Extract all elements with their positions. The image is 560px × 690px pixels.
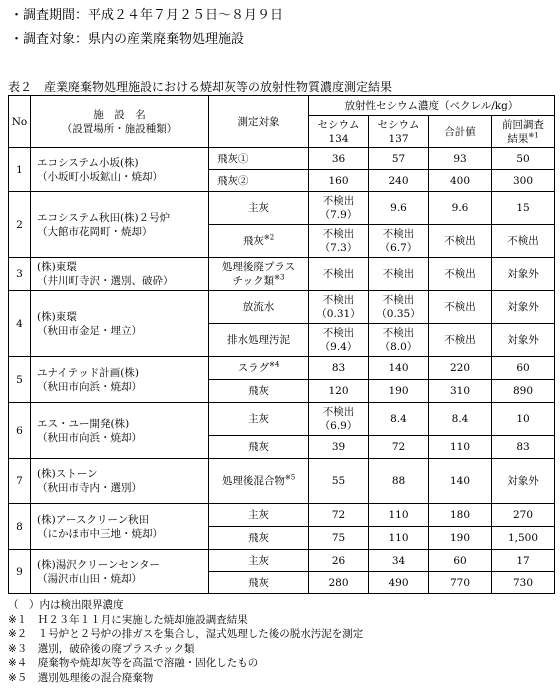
facility-location: （秋田市向浜・焼却） [37, 431, 142, 444]
total-cell: 220 [429, 357, 492, 380]
total-cell: 不検出 [429, 324, 492, 357]
cs134-cell [309, 291, 369, 324]
target-label: スラグ [237, 362, 270, 374]
facility-cell [31, 459, 209, 504]
previous-cell: 50 [492, 148, 555, 170]
target-note: ※2 [263, 233, 275, 242]
table-row [9, 459, 555, 504]
facility-location: （大館市花岡町・焼却） [37, 225, 153, 238]
cs134-cell [309, 192, 369, 225]
previous-cell: 60 [492, 357, 555, 380]
cs134-cell: 75 [309, 527, 369, 550]
table-row [9, 504, 555, 527]
facility-location: （井川町寺沢・選別、破砕） [37, 275, 174, 287]
row-no: 5 [9, 357, 31, 403]
facility-cell [31, 504, 209, 550]
previous-cell: 890 [492, 380, 555, 403]
header-total: 合計値 [429, 116, 492, 148]
previous-cell: 対象外 [492, 324, 555, 357]
row-no: 4 [9, 291, 31, 357]
cs134-limit: （7.9） [319, 209, 358, 221]
facility-name: エコシステム秋田(株)２号炉 [37, 211, 171, 224]
cs134-value: 不検出 [322, 195, 355, 207]
total-cell: 400 [429, 170, 492, 192]
previous-cell: 17 [492, 550, 555, 572]
cs137-cell: 240 [369, 170, 429, 192]
target-cell: 主灰 [209, 403, 309, 436]
table-row [9, 192, 555, 225]
cs137-cell: 190 [369, 380, 429, 403]
target-cell: 放流水 [209, 291, 309, 324]
table-row [9, 403, 555, 436]
header-target: 測定対象 [209, 96, 309, 148]
header-facility-sub: （設置場所・施設種類） [61, 122, 178, 135]
table-caption: 表２ 産業廃棄物処理施設における焼却灰等の放射性物質濃度測定結果 [8, 80, 393, 94]
facility-cell [31, 357, 209, 403]
previous-cell: 15 [492, 192, 555, 225]
previous-cell: 10 [492, 403, 555, 436]
footnote: ※３ 選別，破砕後の廃プラスチック類 [8, 642, 195, 655]
row-no: 2 [9, 192, 31, 258]
facility-cell [31, 550, 209, 594]
facility-cell [31, 403, 209, 459]
total-cell: 190 [429, 527, 492, 550]
header-row-1 [9, 96, 555, 116]
facility-name: ユナイテッド計画(株) [37, 366, 139, 379]
cs137-value: 不検出 [382, 294, 415, 306]
facility-location: （秋田市向浜・焼却） [37, 380, 142, 393]
table-row [9, 550, 555, 572]
previous-cell: 1,500 [492, 527, 555, 550]
total-cell: 140 [429, 459, 492, 504]
previous-cell: 対象外 [492, 258, 555, 291]
target-note: ※3 [274, 273, 285, 282]
target-note: ※4 [269, 360, 280, 369]
footnotes [8, 598, 363, 686]
total-cell: 9.6 [429, 192, 492, 225]
target-note: ※5 [284, 473, 296, 482]
previous-cell: 対象外 [492, 459, 555, 504]
facility-location: （にかほ市中三地・焼却） [37, 527, 163, 540]
footnote: （ ）内は検出限界濃度 [8, 599, 124, 611]
header-cs134 [309, 116, 369, 148]
row-no: 1 [9, 148, 31, 192]
table-row [9, 357, 555, 380]
header-cs137-num: 137 [388, 132, 409, 145]
target-cell [209, 357, 309, 380]
target-cell: 飛灰 [209, 527, 309, 550]
facility-name: (株)東環 [37, 261, 77, 273]
cs137-cell [369, 225, 429, 258]
cs134-cell: 120 [309, 380, 369, 403]
facility-location: （湯沢市山田・焼却） [37, 572, 142, 585]
header-cs137-label: セシウム [377, 118, 420, 131]
facility-name: (株)湯沢クリーンセンター [37, 558, 161, 571]
cs134-cell [309, 403, 369, 436]
cs134-limit: （6.9） [319, 420, 358, 432]
footnote: ※１ Ｈ２３年１１月に実施した焼却施設調査結果 [8, 613, 248, 626]
cs137-cell: 72 [369, 436, 429, 459]
cs137-cell: 57 [369, 148, 429, 170]
facility-name: エコシステム小坂(株) [37, 156, 139, 169]
cs137-limit: （8.0） [379, 341, 418, 353]
cs137-cell: 8.4 [369, 403, 429, 436]
cs134-cell: 160 [309, 170, 369, 192]
header-concentration: 放射性セシウム濃度（ベクレル/kg） [309, 96, 555, 116]
total-cell: 93 [429, 148, 492, 170]
target-cell: 飛灰 [209, 436, 309, 459]
cs134-cell [309, 225, 369, 258]
facility-cell [31, 291, 209, 357]
header-cs134-label: セシウム [317, 118, 360, 131]
row-no: 8 [9, 504, 31, 550]
cs137-value: 不検出 [382, 327, 415, 339]
facility-cell [31, 192, 209, 258]
cs134-limit: （0.31） [316, 308, 361, 320]
cs134-cell: 不検出 [309, 258, 369, 291]
cs134-limit: （7.3） [319, 242, 358, 254]
target-label: 処理後廃プラス [221, 261, 296, 273]
cs137-cell: 140 [369, 357, 429, 380]
cs137-cell: 110 [369, 527, 429, 550]
table-row [9, 258, 555, 291]
cs134-value: 不検出 [322, 228, 355, 240]
target-cell: 主灰 [209, 192, 309, 225]
row-no: 7 [9, 459, 31, 504]
previous-cell: 730 [492, 572, 555, 594]
target-cell: 飛灰 [209, 572, 309, 594]
cs134-value: 不検出 [322, 406, 355, 418]
row-no: 6 [9, 403, 31, 459]
cs134-cell: 36 [309, 148, 369, 170]
header-previous-note: ※1 [528, 131, 539, 139]
target-label2: チック類 [232, 275, 275, 287]
footnote: ※５ 選別処理後の混合廃棄物 [8, 671, 154, 684]
target-cell: 飛灰① [209, 148, 309, 170]
facility-name: (株)ストーン [37, 468, 98, 480]
cs134-cell: 39 [309, 436, 369, 459]
previous-cell: 83 [492, 436, 555, 459]
target-cell: 主灰 [209, 550, 309, 572]
facility-name: (株)東環 [37, 310, 77, 323]
target-cell: 主灰 [209, 504, 309, 527]
previous-cell: 不検出 [492, 225, 555, 258]
cs137-cell: 9.6 [369, 192, 429, 225]
target-label: 飛灰 [242, 235, 264, 247]
header-previous-label: 前回調査 [502, 118, 544, 131]
header-previous-label2: 結果 [507, 132, 529, 145]
facility-cell [31, 258, 209, 291]
cs137-cell: 不検出 [369, 258, 429, 291]
target-cell [209, 258, 309, 291]
cs134-cell: 72 [309, 504, 369, 527]
cs137-limit: （0.35） [376, 308, 421, 320]
total-cell: 60 [429, 550, 492, 572]
cs134-limit: （9.4） [319, 341, 358, 353]
cs134-cell: 83 [309, 357, 369, 380]
facility-location: （小坂町小坂鉱山・焼却） [37, 170, 163, 183]
header-no: No [9, 96, 31, 148]
cs134-cell: 26 [309, 550, 369, 572]
target-cell: 排水処理汚泥 [209, 324, 309, 357]
row-no: 3 [9, 258, 31, 291]
header-previous [492, 116, 555, 148]
cs137-cell [369, 324, 429, 357]
previous-cell: 300 [492, 170, 555, 192]
cs134-cell: 55 [309, 459, 369, 504]
cs137-cell: 34 [369, 550, 429, 572]
facility-cell [31, 148, 209, 192]
previous-cell: 270 [492, 504, 555, 527]
cs137-cell: 490 [369, 572, 429, 594]
cs137-cell [369, 291, 429, 324]
total-cell: 770 [429, 572, 492, 594]
cs134-value: 不検出 [322, 294, 355, 306]
total-cell: 不検出 [429, 258, 492, 291]
cs134-cell [309, 324, 369, 357]
footnote: ※２ １号炉と２号炉の排ガスを集合し，湿式処理した後の脱水汚泥を測定 [8, 628, 364, 641]
cs137-cell: 110 [369, 504, 429, 527]
total-cell: 310 [429, 380, 492, 403]
survey-target: ・調査対象：県内の産業廃棄物処理施設 [10, 32, 245, 47]
target-cell: 飛灰② [209, 170, 309, 192]
cs137-limit: （6.7） [379, 242, 418, 254]
total-cell: 不検出 [429, 225, 492, 258]
table-row [9, 148, 555, 170]
facility-location: （秋田市金足・埋立） [37, 324, 142, 337]
results-table [8, 95, 555, 594]
target-cell: 飛灰 [209, 380, 309, 403]
cs134-value: 不検出 [322, 327, 355, 339]
total-cell: 110 [429, 436, 492, 459]
cs137-cell: 88 [369, 459, 429, 504]
target-cell [209, 225, 309, 258]
facility-name: (株)アースクリーン秋田 [37, 513, 150, 526]
target-label: 処理後混合物 [221, 475, 285, 487]
header-cs137 [369, 116, 429, 148]
target-cell [209, 459, 309, 504]
total-cell: 8.4 [429, 403, 492, 436]
cs134-cell: 280 [309, 572, 369, 594]
survey-period: ・調査期間：平成２４年７月２５日～８月９日 [10, 8, 284, 23]
total-cell: 180 [429, 504, 492, 527]
table-row [9, 291, 555, 324]
header-facility-name: 施 設 名 [93, 108, 146, 121]
total-cell: 不検出 [429, 291, 492, 324]
header-cs134-num: 134 [328, 132, 349, 145]
facility-name: エス・ユー開発(株) [37, 417, 130, 430]
facility-location: （秋田市寺内・選別） [37, 482, 142, 494]
row-no: 9 [9, 550, 31, 594]
header-facility [31, 96, 209, 148]
footnote: ※４ 廃棄物や焼却灰等を高温で溶融・固化したもの [8, 657, 259, 670]
cs137-value: 不検出 [382, 228, 415, 240]
previous-cell: 対象外 [492, 291, 555, 324]
